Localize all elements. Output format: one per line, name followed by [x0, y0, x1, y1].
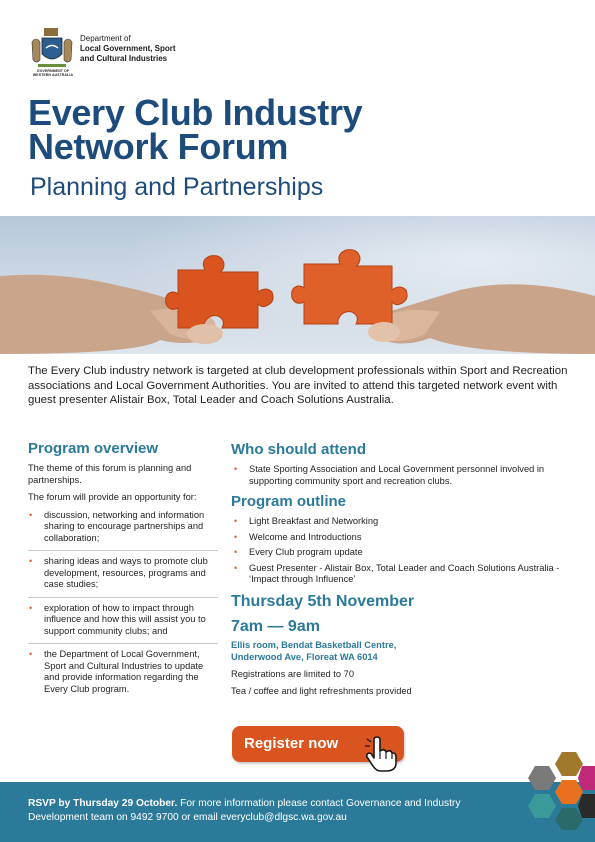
list-item	[28, 510, 218, 552]
hexagon-pattern-decoration	[518, 750, 595, 830]
footer-rsvp-text	[28, 797, 498, 825]
title-line-2: Network Forum	[28, 126, 289, 167]
venue-line-2: Underwood Ave, Floreat WA 6014	[231, 651, 378, 662]
program-outline-heading: Program outline	[231, 493, 347, 510]
refreshments-note: Tea / coffee and light refreshments provided	[231, 685, 412, 696]
event-date: Thursday 5th November	[231, 592, 415, 610]
bullet-icon: •	[234, 464, 238, 474]
list-item-text: Guest Presenter - Alistair Box, Total Leader and Coach Solutions Australia - ‘Impact through Influence’	[249, 562, 560, 584]
attendee-list	[231, 464, 576, 487]
list-item	[231, 464, 576, 487]
venue-line-1: Ellis room, Bendat Basketball Centre,	[231, 639, 397, 650]
program-overview-section	[28, 440, 218, 706]
event-venue	[231, 639, 576, 663]
dept-line-1: Department of	[80, 34, 131, 43]
bullet-icon: •	[234, 531, 238, 542]
contact-info: For more information please contact Governance and Industry Development team on 9492 9700 or email everyclub@dlgsc.wa.gov.au	[28, 798, 461, 823]
bullet-icon: •	[29, 556, 33, 566]
list-item-text: exploration of how to impact through influence and how this will assist you to support community clubs; and	[44, 602, 206, 636]
program-outline-list	[231, 516, 576, 586]
page-subtitle: Planning and Partnerships	[30, 173, 324, 201]
event-details-section	[231, 441, 576, 697]
who-should-attend-heading: Who should attend	[231, 441, 366, 458]
list-item	[28, 649, 218, 701]
overview-opportunity-text: The forum will provide an opportunity for:	[28, 492, 197, 502]
bullet-icon: •	[29, 602, 33, 613]
intro-paragraph: The Every Club industry network is targeted at club development professionals within Sport and Recreation associations and Local Government Authorities. You are invited to attend this targeted network event with guest presenter Alistair Box, Total Leader and Coach Solutions Australia.	[28, 365, 568, 406]
bullet-icon: •	[234, 516, 238, 526]
pointer-hand-icon	[364, 736, 398, 772]
list-item-text: Welcome and Introductions	[249, 531, 362, 542]
page-title	[28, 92, 363, 167]
list-item	[28, 603, 218, 645]
overview-theme-text: The theme of this forum is planning and partnerships.	[28, 463, 192, 485]
program-overview-heading: Program overview	[28, 440, 159, 457]
list-item-text: Every Club program update	[249, 547, 363, 557]
bullet-icon: •	[234, 562, 238, 573]
list-item-text: the Department of Local Government, Sport and Cultural Industries to update and provide information regarding the Every Club program.	[44, 649, 204, 694]
register-button-label: Register now	[244, 735, 339, 752]
list-item	[231, 547, 576, 559]
list-item-text: State Sporting Association and Local Government personnel involved in supporting community sport and recreation clubs.	[249, 464, 545, 486]
rsvp-deadline: RSVP by Thursday 29 October.	[28, 798, 178, 809]
bullet-icon: •	[29, 509, 33, 520]
title-line-1: Every Club Industry	[28, 92, 363, 133]
gov-line-2: WESTERN AUSTRALIA	[32, 73, 74, 77]
list-item-text: discussion, networking and information sharing to encourage partnerships and collaboration;	[44, 509, 205, 543]
bullet-icon: •	[29, 649, 33, 659]
list-item-text: sharing ideas and ways to promote club development, resources, programs and case studies;	[44, 556, 208, 589]
dept-line-3: and Cultural Industries	[80, 54, 168, 63]
list-item-text: Light Breakfast and Networking	[249, 516, 379, 526]
list-item	[231, 563, 576, 586]
department-name	[80, 34, 176, 64]
overview-list	[28, 510, 218, 702]
gov-line-1: GOVERNMENT OF	[36, 69, 70, 73]
hero-image-puzzle-hands	[0, 216, 595, 354]
list-item	[28, 556, 218, 598]
list-item	[231, 516, 576, 528]
registration-limit: Registrations are limited to 70	[231, 668, 354, 679]
dept-line-2: Local Government, Sport	[80, 44, 176, 53]
bullet-icon: •	[234, 547, 238, 557]
list-item	[231, 532, 576, 544]
government-of-wa-label	[27, 69, 79, 77]
event-time: 7am — 9am	[231, 617, 320, 635]
